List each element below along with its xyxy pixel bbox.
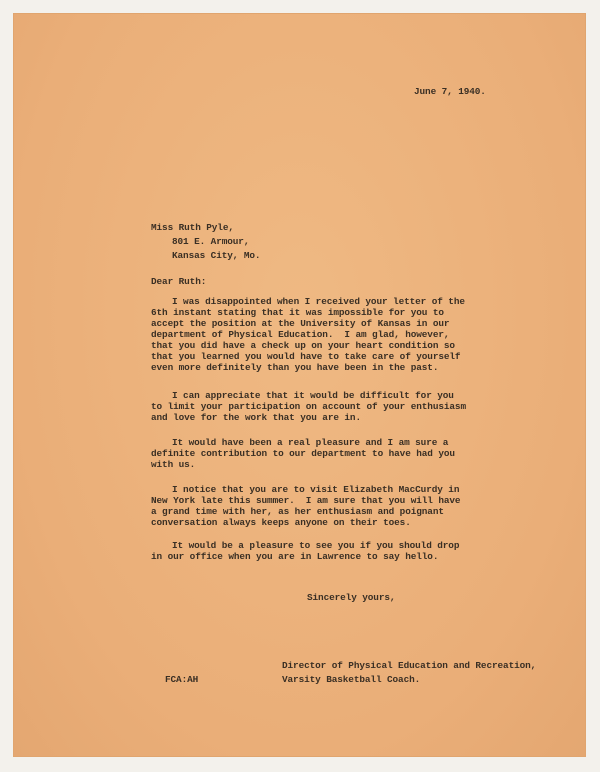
letter-date: June 7, 1940. xyxy=(414,86,486,97)
paragraph-line: in our office when you are in Lawrence to say hello. xyxy=(151,551,439,562)
paragraph-line: that you did have a check up on your heart condition so xyxy=(151,340,455,351)
paragraph-line: It would be a pleasure to see you if you should drop xyxy=(172,540,460,551)
paragraph-line: that you learned you would have to take care of yourself xyxy=(151,351,461,362)
paragraph-5 xyxy=(151,540,534,562)
recipient-street: 801 E. Armour, xyxy=(172,236,250,247)
reference-initials: FCA:AH xyxy=(165,674,199,685)
paragraph-line: even more definitely than you have been in the past. xyxy=(151,362,439,373)
letter-sheet xyxy=(14,14,585,756)
paragraph-line: New York late this summer. I am sure that you will have xyxy=(151,495,461,506)
paragraph-line: 6th instant stating that it was impossible for you to xyxy=(151,307,444,318)
paragraph-line: department of Physical Education. I am glad, however, xyxy=(151,329,450,340)
paragraph-line: and love for the work that you are in. xyxy=(151,412,361,423)
paragraph-line: conversation always keeps anyone on their toes. xyxy=(151,517,411,528)
salutation: Dear Ruth: xyxy=(151,276,207,287)
paragraph-line: a grand time with her, as her enthusiasm and poignant xyxy=(151,506,444,517)
paragraph-line: with us. xyxy=(151,459,196,470)
paragraph-line: definite contribution to our department to have had you xyxy=(151,448,455,459)
signature-title-line-1: Director of Physical Education and Recreation, xyxy=(282,660,537,671)
recipient-name: Miss Ruth Pyle, xyxy=(151,222,234,233)
paragraph-line: I notice that you are to visit Elizabeth MacCurdy in xyxy=(172,484,460,495)
paragraph-line: I can appreciate that it would be difficult for you xyxy=(172,390,454,401)
closing: Sincerely yours, xyxy=(307,592,396,603)
paragraph-line: It would have been a real pleasure and I am sure a xyxy=(172,437,449,448)
paragraph-1 xyxy=(151,296,534,373)
paragraph-4 xyxy=(151,484,534,528)
recipient-city: Kansas City, Mo. xyxy=(172,250,261,261)
paragraph-2 xyxy=(151,390,534,423)
paragraph-line: I was disappointed when I received your letter of the xyxy=(172,296,465,307)
signature-title-line-2: Varsity Basketball Coach. xyxy=(282,674,421,685)
paragraph-line: to limit your participation on account of your enthusiasm xyxy=(151,401,466,412)
paragraph-3 xyxy=(151,437,534,470)
paragraph-line: accept the position at the University of Kansas in our xyxy=(151,318,450,329)
